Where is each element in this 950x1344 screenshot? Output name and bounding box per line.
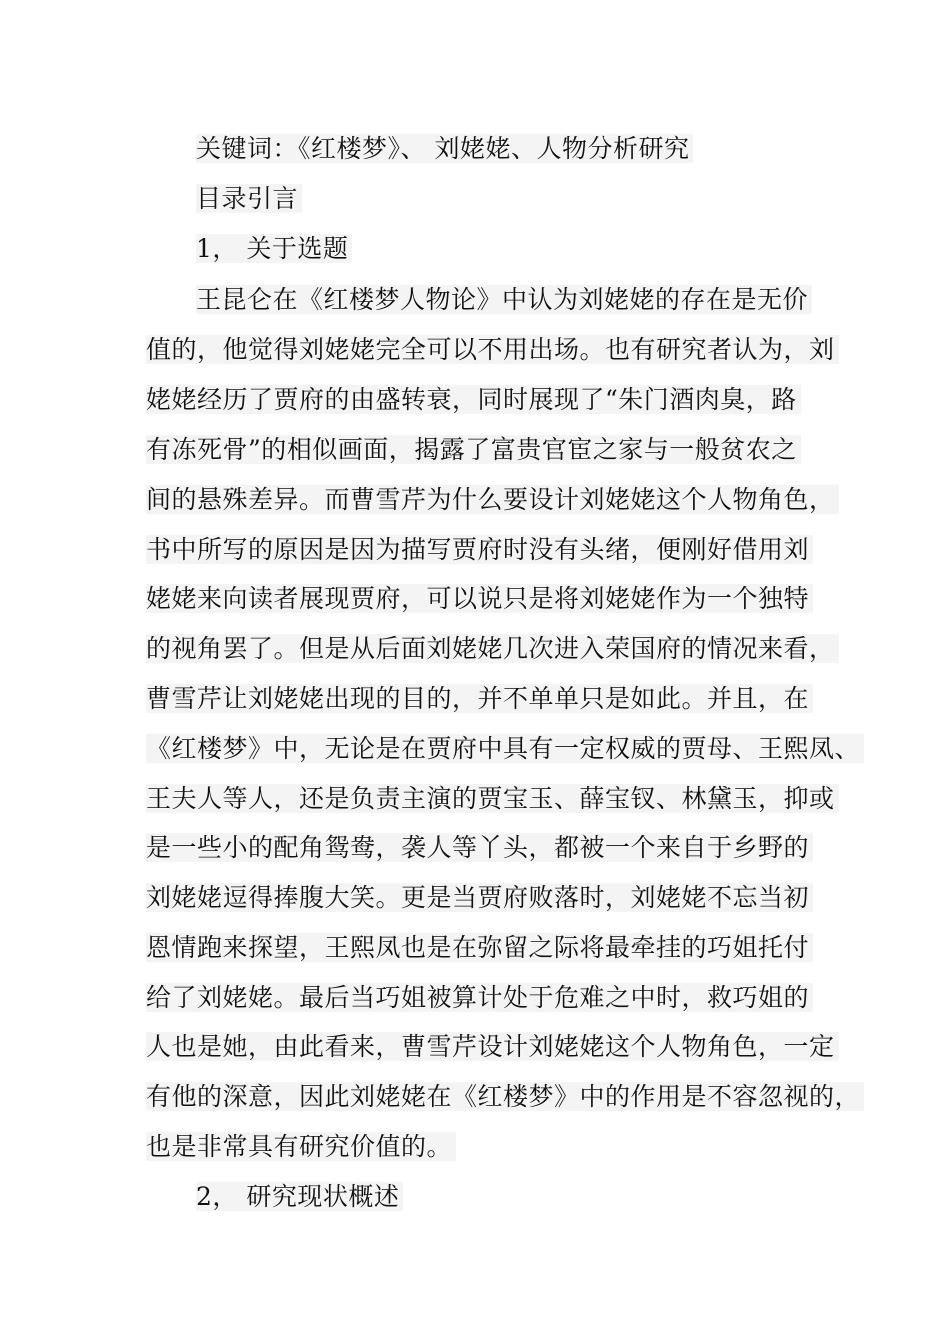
section-heading-1-text: 1， 关于选题 <box>196 234 352 263</box>
paragraph-line-text: 是一些小的配角鸳鸯，袭人等丫头，都被一个来自于乡野的 <box>146 833 813 862</box>
paragraph-line-text: 间的悬殊差异。而曹雪芹为什么要设计刘姥姥这个人物角色， <box>146 485 839 514</box>
paragraph-line <box>196 281 812 319</box>
paragraph-line <box>146 431 801 469</box>
keywords-line <box>196 130 693 168</box>
paragraph-line <box>146 630 839 668</box>
paragraph-line-text: 人也是她，由此看来，曹雪芹设计刘姥姥这个人物角色，一定 <box>146 1032 839 1061</box>
paragraph-line-text: 的视角罢了。但是从后面刘姥姥几次进入荣国府的情况来看， <box>146 634 839 663</box>
paragraph-line <box>146 331 839 369</box>
paragraph-line <box>146 730 864 768</box>
paragraph-line <box>146 979 813 1017</box>
paragraph-line-text: 也是非常具有研究价值的。 <box>146 1132 456 1161</box>
paragraph-line-text: 值的，他觉得刘姥姥完全可以不用出场。也有研究者认为，刘 <box>146 335 839 364</box>
paragraph-line-text: 曹雪芹让刘姥姥出现的目的，并不单单只是如此。并且，在 <box>146 684 813 713</box>
paragraph-line-text: 《红楼梦》中，无论是在贾府中具有一定权威的贾母、王熙凤、 <box>146 734 864 763</box>
section-heading-2 <box>196 1178 403 1216</box>
paragraph-line-text: 姥姥来向读者展现贾府，可以说只是将刘姥姥作为一个独特 <box>146 584 813 613</box>
paragraph-line-text: 恩情跑来探望，王熙凤也是在弥留之际将最牵挂的巧姐托付 <box>146 933 813 962</box>
paragraph-line-text: 有他的深意，因此刘姥姥在《红楼梦》中的作用是不容忽视的， <box>146 1082 864 1111</box>
paragraph-line <box>146 1028 839 1066</box>
paragraph-line-text: 书中所写的原因是因为描写贾府时没有头绪，便刚好借用刘 <box>146 535 813 564</box>
paragraph-line-text: 有冻死骨”的相似画面，揭露了富贵官宦之家与一般贫农之 <box>146 435 801 464</box>
paragraph-line-text: 姥姥经历了贾府的由盛转衰，同时展现了“朱门酒肉臭，路 <box>146 385 801 414</box>
toc-line <box>196 180 302 218</box>
paragraph-line <box>146 381 801 419</box>
paragraph-line <box>146 780 839 818</box>
paragraph-line <box>146 1128 456 1166</box>
paragraph-line <box>146 929 813 967</box>
paragraph-line <box>146 1078 864 1116</box>
paragraph-line <box>146 481 839 519</box>
paragraph-line-text: 刘姥姥逗得捧腹大笑。更是当贾府败落时，刘姥姥不忘当初 <box>146 883 813 912</box>
section-heading-2-text: 2， 研究现状概述 <box>196 1182 403 1211</box>
paragraph-line <box>146 680 813 718</box>
section-heading-1 <box>196 230 352 268</box>
paragraph-line <box>146 580 813 618</box>
paragraph-line-text: 王昆仑在《红楼梦人物论》中认为刘姥姥的存在是无价 <box>196 285 812 314</box>
paragraph-line <box>146 879 813 917</box>
keywords-text: 关键词：《红楼梦》、 刘姥姥、人物分析研究 <box>196 134 693 163</box>
toc-text: 目录引言 <box>196 184 302 213</box>
paragraph-line <box>146 829 813 867</box>
paragraph-line <box>146 531 813 569</box>
paragraph-line-text: 王夫人等人，还是负责主演的贾宝玉、薛宝钗、林黛玉，抑或 <box>146 784 839 813</box>
paragraph-line-text: 给了刘姥姥。最后当巧姐被算计处于危难之中时，救巧姐的 <box>146 983 813 1012</box>
